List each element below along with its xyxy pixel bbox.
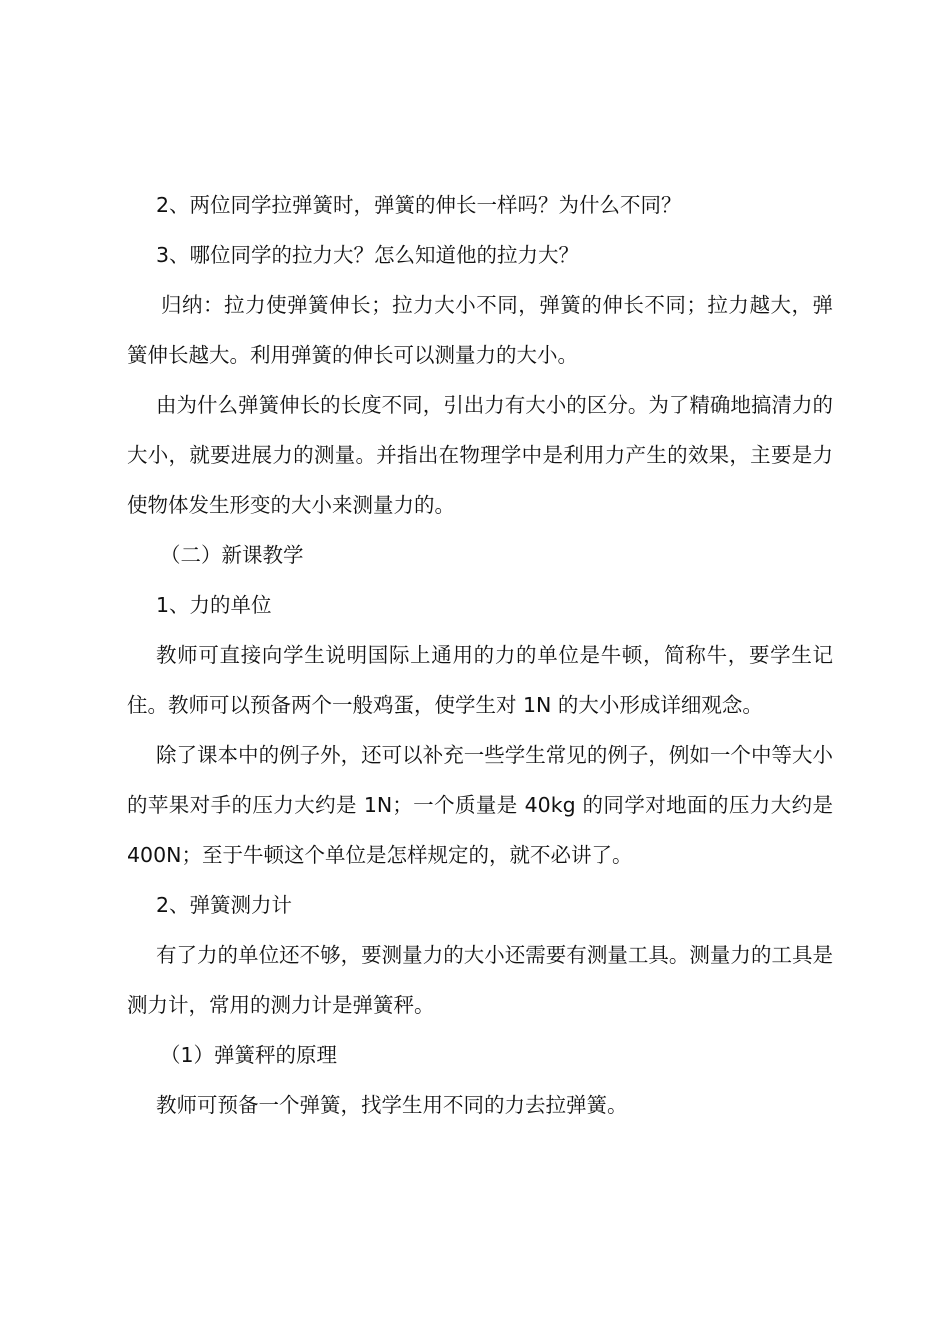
question-2: 2、两位同学拉弹簧时，弹簧的伸长一样吗？为什么不同？ — [156, 193, 682, 217]
heading-force-unit: 1、力的单位 — [156, 593, 272, 617]
heading-spring-principle: （1）弹簧秤的原理 — [160, 1043, 338, 1067]
question-3: 3、哪位同学的拉力大？怎么知道他的拉力大？ — [156, 243, 580, 267]
heading-spring-meter: 2、弹簧测力计 — [156, 893, 293, 917]
document-page — [127, 180, 833, 1130]
intro-paragraph: 由为什么弹簧伸长的长度不同，引出力有大小的区分。为了精确地搞清力的大小，就要进展力的测量。并指出在物理学中是利用力产生的效果，主要是力使物体发生形变的大小来测量力的。 — [127, 393, 833, 517]
spring-principle-paragraph: 教师可预备一个弹簧，找学生用不同的力去拉弹簧。 — [156, 1093, 628, 1117]
section-heading-new-lesson: （二）新课教学 — [160, 543, 304, 567]
force-unit-paragraph-2: 除了课本中的例子外，还可以补充一些学生常见的例子，例如一个中等大小的苹果对手的压力大约是 1N；一个质量是 40kg 的同学对地面的压力大约是 400N；至于牛顿这个单位是怎样规定的，就不必讲了。 — [127, 743, 833, 867]
force-unit-paragraph-1: 教师可直接向学生说明国际上通用的力的单位是牛顿，简称牛，要学生记住。教师可以预备两个一般鸡蛋，使学生对 1N 的大小形成详细观念。 — [127, 643, 833, 717]
spring-meter-paragraph: 有了力的单位还不够，要测量力的大小还需要有测量工具。测量力的工具是测力计，常用的测力计是弹簧秤。 — [127, 943, 833, 1017]
summary-paragraph: 归纳：拉力使弹簧伸长；拉力大小不同，弹簧的伸长不同；拉力越大，弹簧伸长越大。利用弹簧的伸长可以测量力的大小。 — [127, 293, 833, 367]
